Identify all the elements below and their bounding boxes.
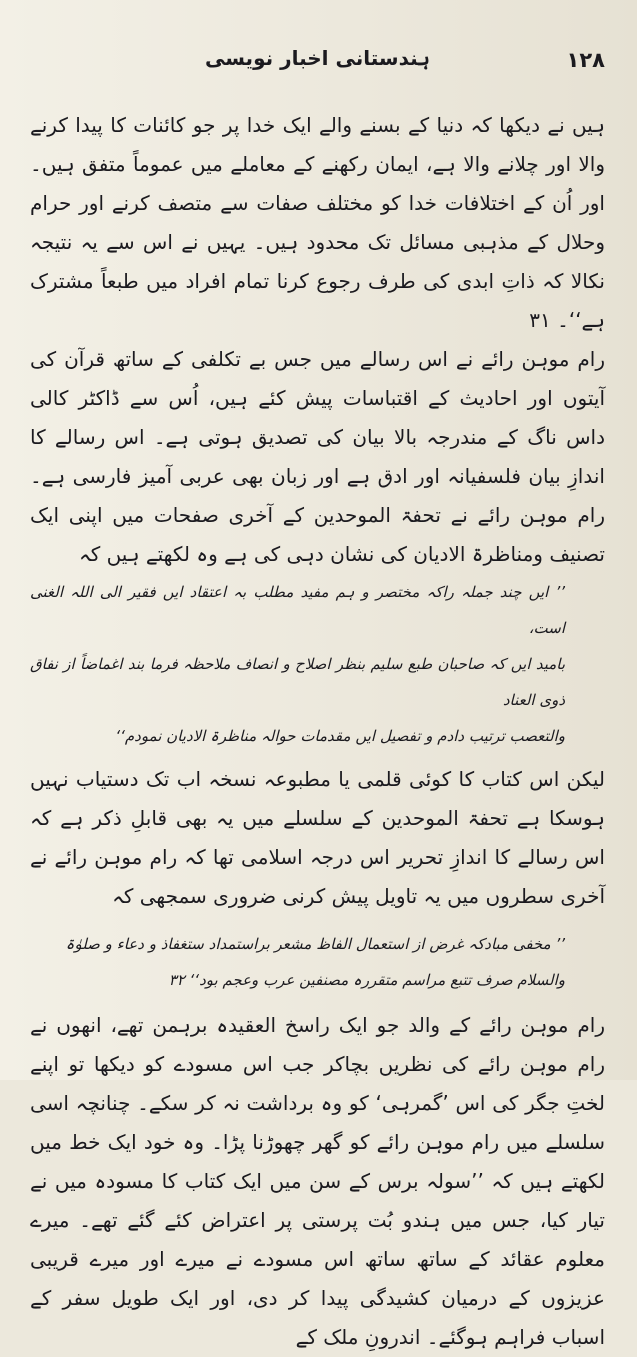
quote-2-line-2: والسلام صرف تتبع مراسم متقررہ مصنفین عرب وعجم بود‘‘ ٣٢ — [168, 971, 565, 989]
persian-quote-1 — [30, 574, 605, 754]
running-title: ہندستانی اخبار نویسی — [204, 46, 431, 70]
page-number: ١٢٨ — [566, 48, 605, 72]
paragraph-1: ہیں نے دیکھا کہ دنیا کے بسنے والے ایک خدا پر جو کائنات کا پیدا کرنے والا اور چلانے والا ہے، ایمان رکھنے کے معاملے میں عموماً متفق ہیں۔ اور اُن کے اختلافات خدا کو مختلف صفات سے متصف کرنے اور حرام وحلال کے مذہبی مسائل تک محدود ہیں۔ یہیں نے اس سے یہ نتیجہ نکالا کہ ذاتِ ابدی کی طرف رجوع کرنا تمام افراد میں طبعاً مشترک ہے‘‘۔ ٣١ — [30, 113, 605, 332]
quote-1-line-1: ’’ ایں چند جملہ راکہ مختصر و ہم مفید مطلب بہ اعتقاد ایں فقیر الی اللہ الغنی است، — [30, 583, 565, 637]
paragraph-3: لیکن اس کتاب کا کوئی قلمی یا مطبوعہ نسخہ اب تک دستیاب نہیں ہوسکا ہے تحفۃ الموحدین کے سلسلے میں یہ بھی قابلِ ذکر ہے کہ اس رسالے کا اندازِ تحریر اس درجہ اسلامی تھا کہ رام موہن رائے نے آخری سطروں میں یہ تاویل پیش کرنی ضروری سمجھی کہ — [30, 767, 605, 908]
quote-1-line-2: بامید ایں کہ صاحبان طبع سلیم بنظر اصلاح و انصاف ملاحظہ فرما بند اغماضاً از نفاق ذوی العناد — [30, 655, 565, 709]
persian-quote-2 — [30, 926, 605, 998]
page-body — [30, 106, 605, 1357]
page-header — [30, 34, 605, 78]
quote-2-line-1: ’’ مخفی مبادکہ غرض از استعمال الفاظ مشعر براستمداد ستغفاذ و دعاء و صلوٰۃ — [65, 935, 565, 953]
quote-1-line-3: والتعصب ترتیب دادم و تفصیل ایں مقدمات حوالہ مناظرۃ الادیان نمودم‘‘ — [115, 727, 565, 745]
paragraph-2: رام موہن رائے نے اس رسالے میں جس بے تکلفی کے ساتھ قرآن کی آیتوں اور احادیث کے اقتباسات پیش کئے ہیں، اُس سے ڈاکٹر کالی داس ناگ کے مندرجہ بالا بیان کی تصدیق ہوتی ہے۔ اس رسالے کا اندازِ بیان فلسفیانہ اور ادق ہے اور زبان بھی عربی آمیز فارسی ہے۔ رام موہن رائے نے تحفۃ الموحدین کے آخری صفحات میں اپنی ایک تصنیف ومناظرۃ الادیان کی نشان دہی کی ہے وہ لکھتے ہیں کہ — [30, 347, 605, 566]
paragraph-4: رام موہن رائے کے والد جو ایک راسخ العقیدہ برہمن تھے، انھوں نے رام موہن رائے کی نظریں بچاکر جب اس مسودے کو دیکھا تو اپنے لختِ جگر کی اس ’گمرہی‘ کو وہ برداشت نہ کر سکے۔ چنانچہ اسی سلسلے میں رام موہن رائے کو گھر چھوڑنا پڑا۔ وہ خود ایک خط میں لکھتے ہیں کہ ’’سولہ برس کے سن میں ایک کتاب کا مسودہ میں نے تیار کیا، جس میں ہندو بُت پرستی پر اعتراض کئے گئے تھے۔ میرے معلوم عقائد کے ساتھ ساتھ اس مسودے نے میرے اور میرے قریبی عزیزوں کے درمیان کشیدگی پیدا کر دی، اور ایک طویل سفر کے اسباب فراہم ہوگئے۔ اندرونِ ملک کے — [30, 1013, 605, 1349]
